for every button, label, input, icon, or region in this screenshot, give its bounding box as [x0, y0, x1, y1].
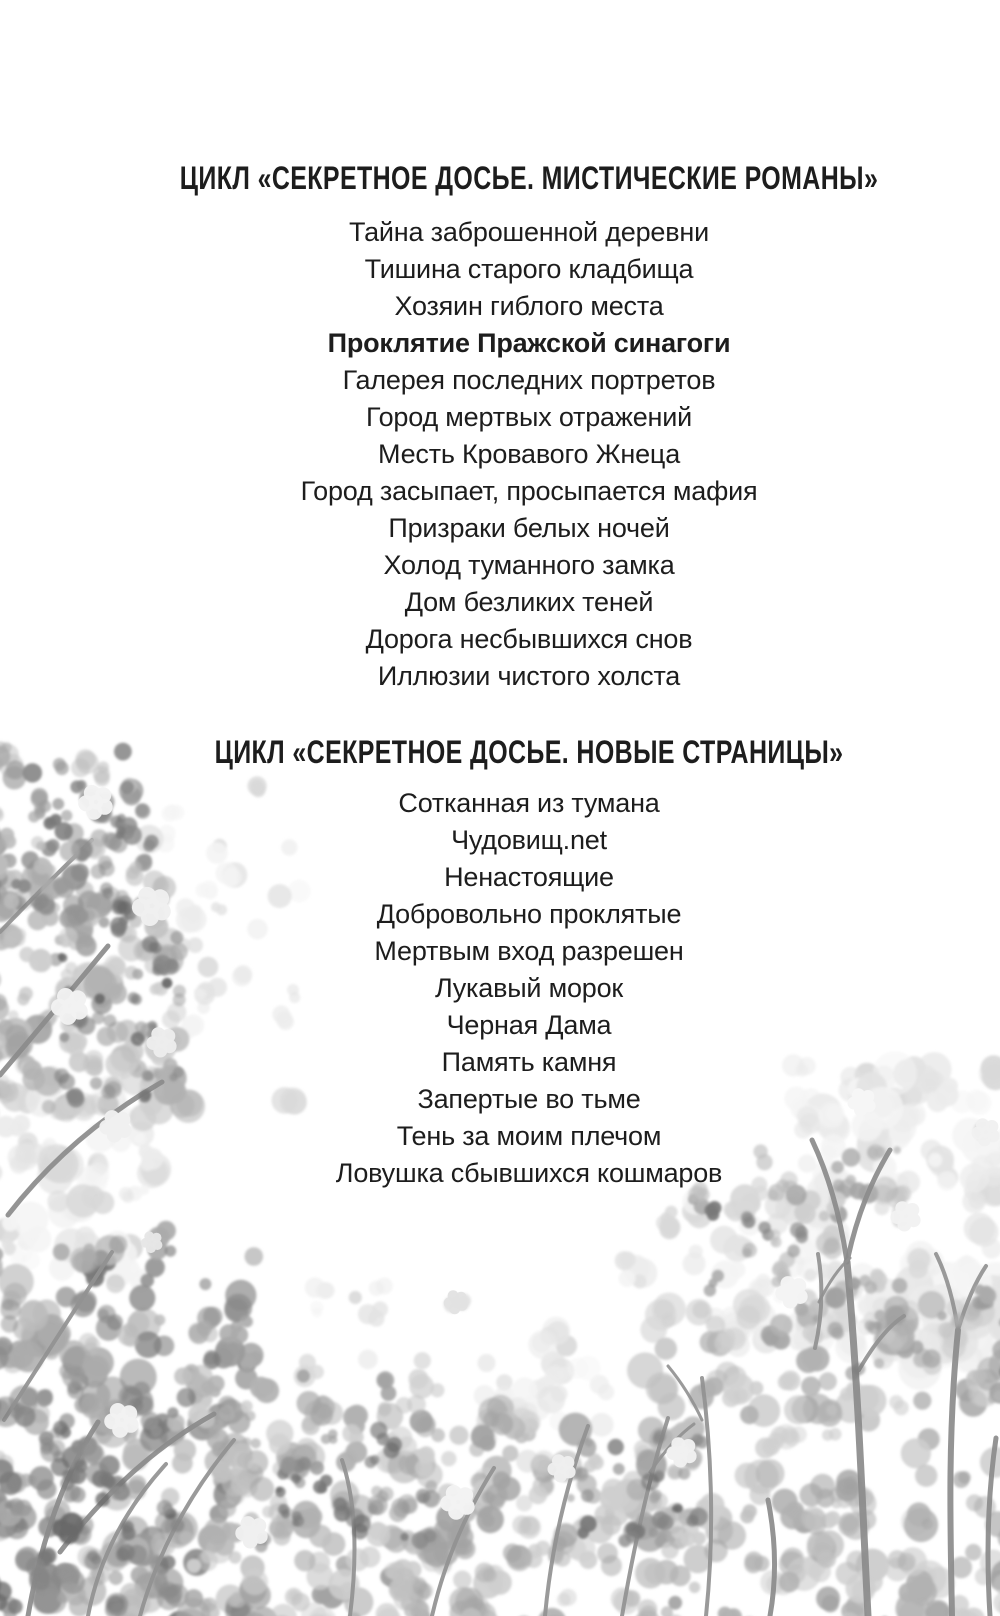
book-title: Память камня	[441, 1047, 617, 1077]
book-title: Иллюзии чистого холста	[377, 661, 681, 691]
book-title: Тайна заброшенной деревни	[349, 217, 709, 247]
series-heading-mystic-novels: ЦИКЛ «СЕКРЕТНОЕ ДОСЬЕ. МИСТИЧЕСКИЕ РОМАНЫ»	[179, 160, 879, 196]
book-title: Запертые во тьме	[417, 1084, 641, 1114]
book-title: Проклятие Пражской синагоги	[327, 328, 731, 358]
book-title-list-1	[58, 214, 1000, 695]
book-title: Добровольно проклятые	[376, 899, 682, 929]
book-title: Призраки белых ночей	[388, 513, 670, 543]
book-title: Лукавый морок	[434, 973, 624, 1003]
book-title: Ненастоящие	[444, 862, 614, 892]
series-lists	[58, 0, 1000, 1192]
series-heading-new-pages: ЦИКЛ «СЕКРЕТНОЕ ДОСЬЕ. НОВЫЕ СТРАНИЦЫ»	[214, 734, 844, 770]
book-title: Тень за моим плечом	[396, 1121, 662, 1151]
book-title: Мертвым вход разрешен	[374, 936, 684, 966]
book-title: Дом безликих теней	[404, 587, 654, 617]
book-title: Чудовищ.net	[451, 825, 607, 855]
book-title: Месть Кровавого Жнеца	[377, 439, 681, 469]
book-title: Сотканная из тумана	[398, 788, 660, 818]
book-title: Ловушка сбывшихся кошмаров	[335, 1158, 723, 1188]
book-title: Черная Дама	[446, 1010, 612, 1040]
book-title: Дорога несбывшихся снов	[365, 624, 693, 654]
book-title-list-2	[58, 785, 1000, 1192]
book-title: Галерея последних портретов	[342, 365, 716, 395]
book-title: Город засыпает, просыпается мафия	[300, 476, 758, 506]
book-title: Город мертвых отражений	[365, 402, 693, 432]
book-title: Хозяин гиблого места	[394, 291, 664, 321]
book-title: Холод туманного замка	[383, 550, 675, 580]
book-title: Тишина старого кладбища	[364, 254, 694, 284]
